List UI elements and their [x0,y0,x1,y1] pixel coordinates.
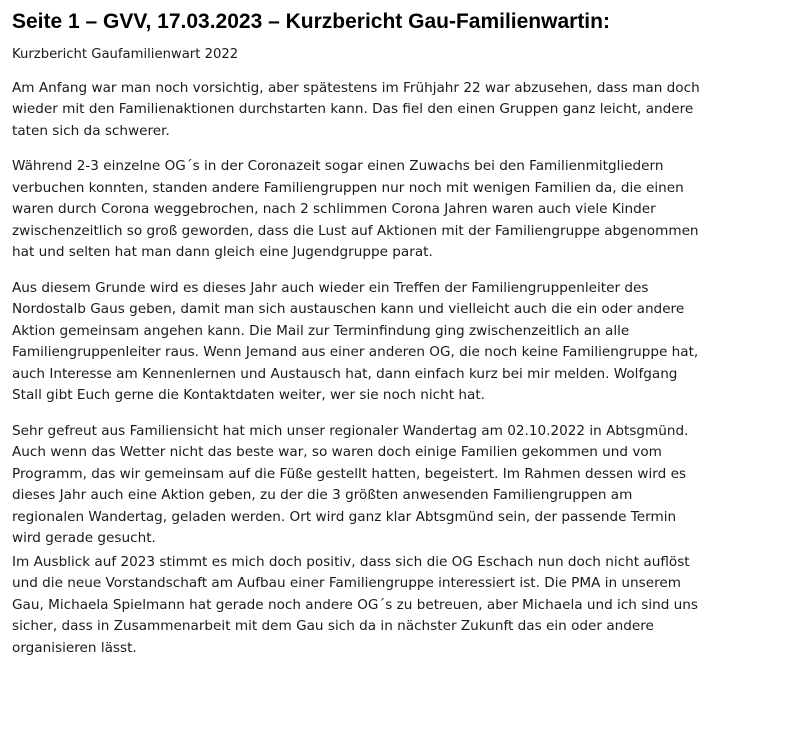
text-line: zwischenzeitlich so groß geworden, dass die Lust auf Aktionen mit der Familiengruppe abgenommen [12,222,699,239]
text-line: Auch wenn das Wetter nicht das beste war, so waren doch einige Familien gekommen und vom [12,444,662,460]
text-line: Gau, Michaela Spielmann hat gerade noch andere OG´s zu betreuen, aber Michaela und ich sind uns [12,596,698,613]
text-line: Aktion gemeinsam angehen kann. Die Mail zur Terminfindung ging zwischenzeitlich an alle [12,322,630,339]
text-line: waren durch Corona weggebrochen, nach 2 schlimmen Corona Jahren waren auch viele Kinder [12,201,656,217]
text-line: Im Ausblick auf 2023 stimmt es mich doch positiv, dass sich die OG Eschach nun doch nicht auflöst [12,553,690,570]
report-document [12,44,802,673]
text-line: organisieren lässt. [12,639,137,656]
paragraph-corona [12,156,802,264]
text-line: Während 2-3 einzelne OG´s in der Coronazeit sogar einen Zuwachs bei den Familienmitgliedern [12,158,664,174]
paragraph-wandertag [12,421,802,550]
text-line: hat und selten hat man dann gleich eine Jugendgruppe parat. [12,244,433,260]
text-line: und die neue Vorstandschaft am Aufbau einer Familiengruppe interessiert ist. Die PMA in unserem [12,575,682,591]
text-line: regionalen Wandertag, geladen werden. Ort wird ganz klar Abtsgmünd sein, der passende Termin [12,508,677,525]
paragraph-outlook [12,552,802,660]
paragraph-meeting [12,278,802,407]
text-line: verbuchen konnten, standen andere Familiengruppen nur noch mit wenigen Familien da, die einen [12,179,684,196]
text-line: dieses Jahr auch eine Aktion geben, zu der die 3 größten anwesenden Familiengruppen am [12,487,633,503]
page-heading: Seite 1 – GVV, 17.03.2023 – Kurzbericht Gau-Familienwartin: [12,10,610,33]
text-line: Am Anfang war man noch vorsichtig, aber spätestens im Frühjahr 22 war abzusehen, dass man doch [12,79,700,96]
document-title: Kurzbericht Gaufamilienwart 2022 [12,47,239,62]
text-line: Aus diesem Grunde wird es dieses Jahr auch wieder ein Treffen der Familiengruppenleiter des [12,279,649,296]
text-line: Stall gibt Euch gerne die Kontaktdaten weiter, wer sie noch nicht hat. [12,387,486,403]
text-line: Sehr gefreut aus Familiensicht hat mich unser regionaler Wandertag am 02.10.2022 in Abtsgmünd. [12,422,689,439]
text-line: sicher, dass in Zusammenarbeit mit dem Gau sich da in nächster Zukunft das ein oder andere [12,618,654,634]
paragraph-intro [12,78,802,143]
text-line: Nordostalb Gaus geben, damit man sich austauschen kann und vielleicht auch die ein oder andere [12,301,685,317]
text-line: auch Interesse am Kennenlernen und Austausch hat, dann einfach kurz bei mir melden. Wolfgang [12,365,678,382]
text-line: wieder mit den Familienaktionen durchstarten kann. Das fiel den einen Gruppen ganz leicht, andere [12,101,694,117]
text-line: Familiengruppenleiter raus. Wenn Jemand aus einer anderen OG, die noch keine Familiengruppe hat, [12,344,699,360]
text-line: taten sich da schwerer. [12,122,170,139]
text-line: wird gerade gesucht. [12,530,156,546]
text-line: Programm, das wir gemeinsam auf die Füße gestellt hatten, begeistert. Im Rahmen dessen wird es [12,465,687,482]
